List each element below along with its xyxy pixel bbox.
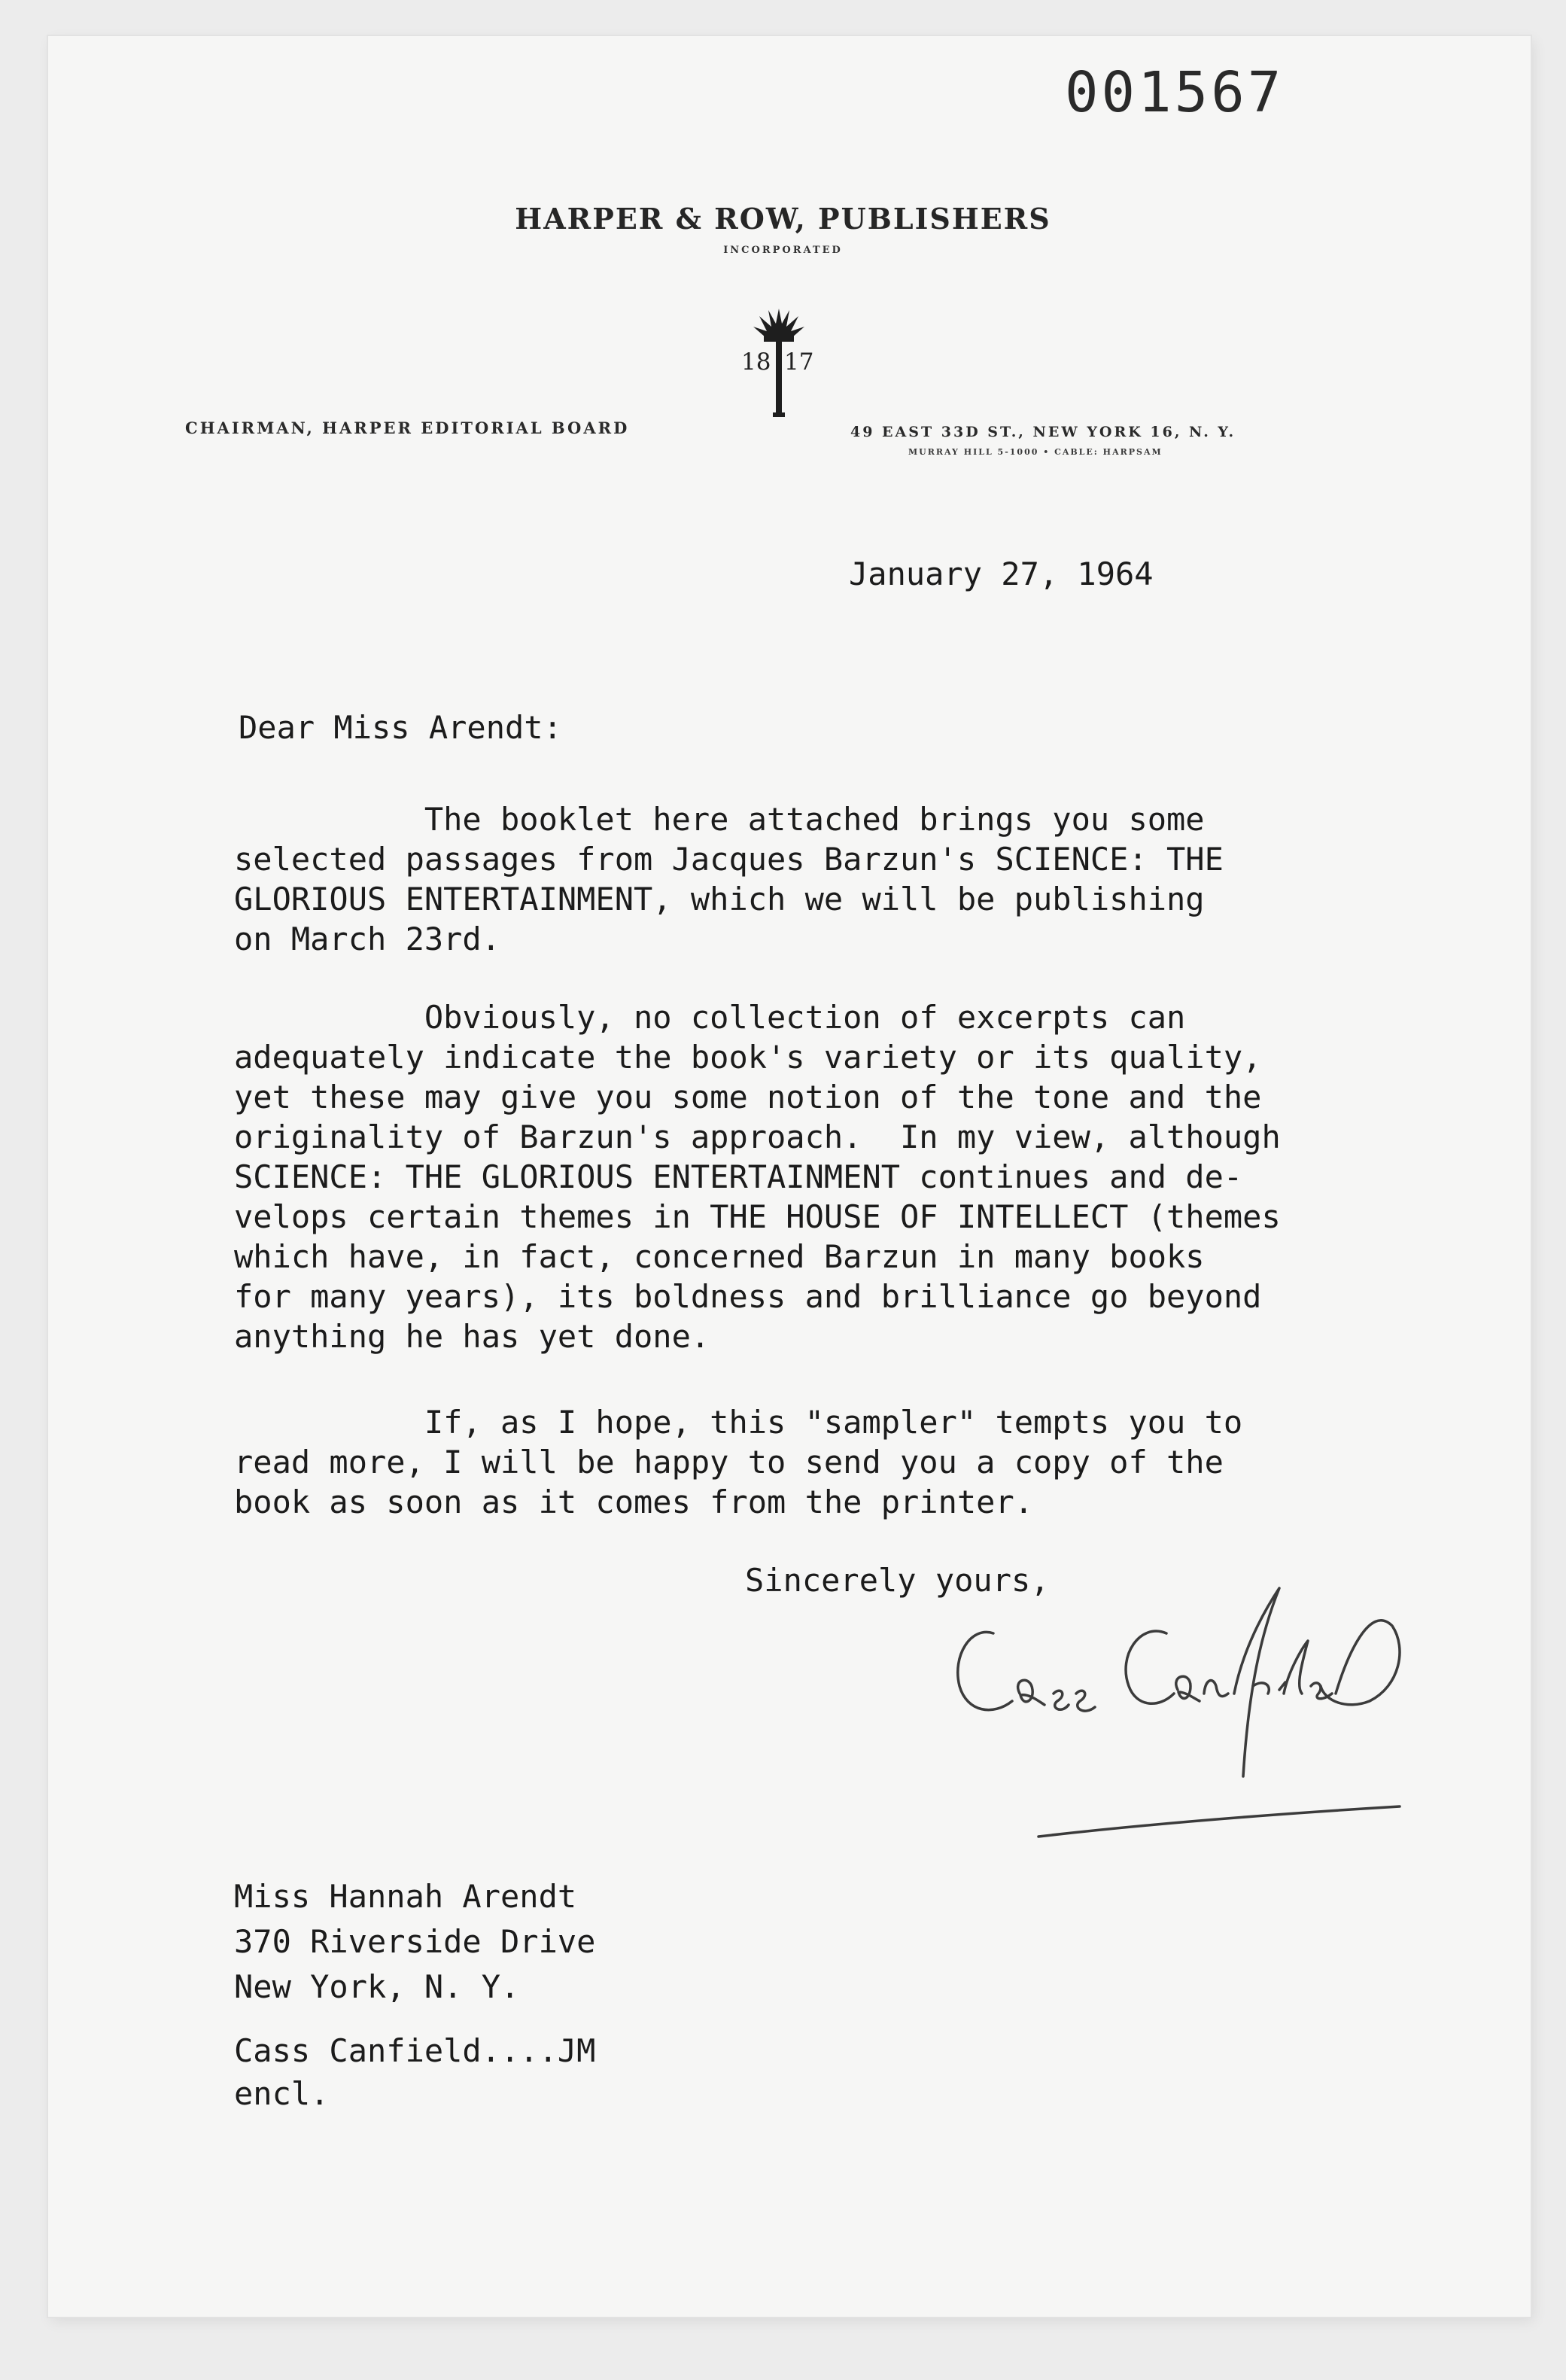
enclosure-note: encl. [234,2075,330,2112]
archive-stamp-number: 001567 [1065,60,1285,125]
closing: Sincerely yours, [745,1562,1050,1599]
paragraph-3: If, as I hope, this "sampler" tempts you to read more, I will be happy to send you a copy of the book as soon as it comes from the printer. [234,1404,1243,1520]
handwritten-signature [948,1581,1415,1867]
publisher-name: HARPER & ROW, PUBLISHERS [515,202,1051,236]
logo-year-right: 17 [784,348,814,376]
letterhead-left-heading: CHAIRMAN, HARPER EDITORIAL BOARD [185,418,630,437]
sender-initials: Cass Canfield....JM [234,2032,596,2069]
letterhead-phone-cable: MURRAY HILL 5-1000 • CABLE: HARPSAM [908,447,1163,457]
paragraph-2: Obviously, no collection of excerpts can adequately indicate the book's variety or its quality, yet these may give you some notion of the tone and the originality of Barzun's approach. In my view, although SCIENCE: THE GLORIOUS ENTERTAINMENT continues and de- velops certain themes in THE HOUSE OF INTELLECT (themes which have, in fact, concerned Barzun in many books for many years), its boldness and brilliance go beyond anything he has yet done. [234,999,1281,1355]
recipient-street: 370 Riverside Drive [234,1923,596,1960]
recipient-city: New York, N. Y. [234,1968,520,2005]
salutation: Dear Miss Arendt: [239,709,562,746]
recipient-name: Miss Hannah Arendt [234,1878,577,1915]
letterhead-address: 49 EAST 33D ST., NEW YORK 16, N. Y. [850,424,1236,440]
letter-date: January 27, 1964 [849,555,1154,592]
paragraph-1: The booklet here attached brings you some selected passages from Jacques Barzun's SCIENCE: THE GLORIOUS ENTERTAINMENT, which we will be publishing on March 23rd. [234,801,1224,957]
logo-year-left: 18 [741,348,771,376]
incorporated-label: INCORPORATED [723,245,843,256]
